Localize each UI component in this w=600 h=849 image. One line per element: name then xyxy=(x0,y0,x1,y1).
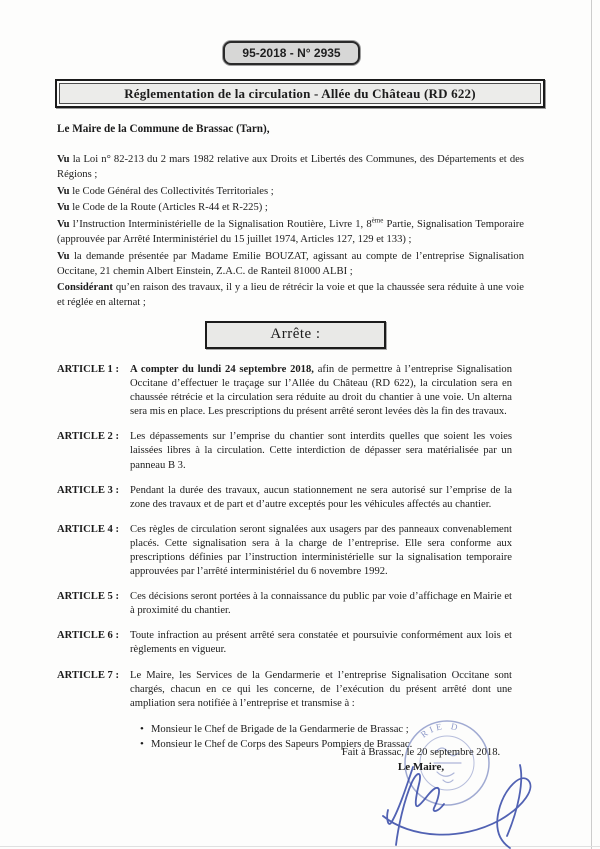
considerant-paragraph xyxy=(57,281,524,311)
document-body xyxy=(57,122,524,752)
article-2 xyxy=(57,430,512,472)
arrete-heading: Arrête : xyxy=(270,326,321,343)
article-text: Ces règles de circulation seront signalées aux usagers par des panneaux convenablement placés. Cette signalisation sera à la charge de l’entreprise. Elle sera conforme aux prescriptions définies par l’instruction interministérielle sur la signalisation temporaire approuvées par l’arrêté interministériel du 6 novembre 1992. xyxy=(130,523,512,578)
vu-text: la demande présentée par Madame Emilie BOUZAT, agissant au compte de l’entreprise Signalisation Occitane, 21 chemin Albert Einstein, Z.A.C. de Ranteil 81000 ALBI ; xyxy=(57,250,524,277)
recipient-text: Monsieur le Chef de Brigade de la Gendarmerie de Brassac ; xyxy=(151,723,409,735)
arrete-heading-box xyxy=(205,321,386,349)
vu-paragraph-5 xyxy=(57,250,524,280)
vu-paragraph-2 xyxy=(57,185,524,200)
vu-text: le Code de la Route (Articles R-44 et R-225) ; xyxy=(69,202,268,214)
reference-badge xyxy=(223,41,360,65)
opening-line: Le Maire de la Commune de Brassac (Tarn), xyxy=(57,123,270,135)
vu-text: l’Instruction Interministérielle de la Signalisation Routière, Livre 1, 8 xyxy=(69,219,372,231)
place-date-line: Fait à Brassac, le 20 septembre 2018. xyxy=(341,747,501,758)
reference-number: 95-2018 - N° 2935 xyxy=(242,46,341,60)
article-bold-lead: A compter du lundi 24 septembre 2018, xyxy=(130,363,314,375)
article-3 xyxy=(57,484,512,512)
vu-lead: Vu xyxy=(57,154,70,165)
article-1 xyxy=(57,363,512,419)
article-body xyxy=(130,430,512,472)
vu-lead: Vu xyxy=(57,250,70,262)
article-text: Ces décisions seront portées à la connaissance du public par voie d’affichage en Mairie et à proximité du chantier. xyxy=(130,591,512,617)
vu-text: Partie, Signalisation Temporaire (approuvée par Arrêté Interministériel du 15 juillet 1974, Articles 127, 129 et 133) ; xyxy=(57,219,524,245)
article-text: Pendant la durée des travaux, aucun stationnement ne sera autorisé sur l’emprise de la zone des travaux et de part et d’autre exceptés pour les véhicules affectés au chantier. xyxy=(130,484,512,510)
vu-lead: Vu xyxy=(57,219,70,231)
vu-paragraph-1 xyxy=(57,153,524,183)
vu-paragraph-3 xyxy=(57,201,524,216)
scan-edge-line xyxy=(591,0,592,849)
bullet-icon: • xyxy=(140,722,144,735)
article-text: Les dépassements sur l’emprise du chantier sont interdits quelles que soient les voies laissées libres à la circulation. Cette interdiction de dépasser sera matérialisée par un panneau B 3. xyxy=(130,431,512,471)
vu-text: le Code Général des Collectivités Territoriales ; xyxy=(69,185,274,197)
mayor-signature xyxy=(370,718,550,849)
article-text: Le Maire, les Services de la Gendarmerie et l’entreprise Signalisation Occitane sont chargés, chacun en ce qui les concerne, de l’exécution du présent arrêté dont une ampliation sera notifiée à l’entreprise et transmise à : xyxy=(130,669,512,709)
article-text: Toute infraction au présent arrêté sera constatée et poursuivie conformément aux lois et règlements en vigueur. xyxy=(130,630,512,656)
bullet-icon: • xyxy=(140,738,144,751)
considerant-text: qu’en raison des travaux, il y a lieu de rétrécir la voie et que la chaussée sera réduite à une voie et réglée en alternat ; xyxy=(57,282,524,309)
article-body xyxy=(130,629,512,657)
svg-text:RIE D: RIE D xyxy=(418,721,462,740)
vu-lead: Vu xyxy=(57,185,70,197)
preamble xyxy=(57,153,524,311)
considerant-lead: Considérant xyxy=(57,282,113,294)
title-box xyxy=(55,79,545,108)
vu-lead: Vu xyxy=(57,202,70,214)
article-6 xyxy=(57,629,512,657)
vu-paragraph-4 xyxy=(57,218,524,248)
article-label: ARTICLE 2 : xyxy=(57,431,120,443)
document-title: Réglementation de la circulation - Allée du Château (RD 622) xyxy=(124,85,476,101)
signatory-line: Le Maire, xyxy=(397,761,445,773)
article-text: afin de permettre à l’entreprise Signalisation Occitane d’effectuer le traçage sur l’Allée du Château (RD 622), la circulation sera en chaussée rétrécie et la circulation sera réduite au droit du chantier à une voie. Un alterna sera mis en place. Les prescriptions du présent arrêté seront levées dès la fin des travaux. xyxy=(130,363,512,418)
title-box-inner xyxy=(59,83,541,104)
vu-text: la Loi n° 82-213 du 2 mars 1982 relative aux Droits et Libertés des Communes, des Départements et des Régions ; xyxy=(57,154,524,180)
recipient-text: Monsieur le Chef de Corps des Sapeurs Pompiers de Brassac. xyxy=(151,739,413,751)
article-body xyxy=(130,363,512,419)
article-label: ARTICLE 3 : xyxy=(57,484,120,496)
article-label: ARTICLE 1 : xyxy=(57,363,120,375)
article-4 xyxy=(57,523,512,579)
article-body xyxy=(130,523,512,579)
article-label: ARTICLE 6 : xyxy=(57,630,120,642)
article-5 xyxy=(57,590,512,618)
articles-section xyxy=(57,363,524,752)
article-body xyxy=(130,590,512,618)
ordinal-superscript: ème xyxy=(371,216,384,225)
article-label: ARTICLE 5 : xyxy=(57,591,120,603)
article-label: ARTICLE 4 : xyxy=(57,523,120,535)
article-label: ARTICLE 7 : xyxy=(57,669,120,681)
article-body xyxy=(130,484,512,512)
